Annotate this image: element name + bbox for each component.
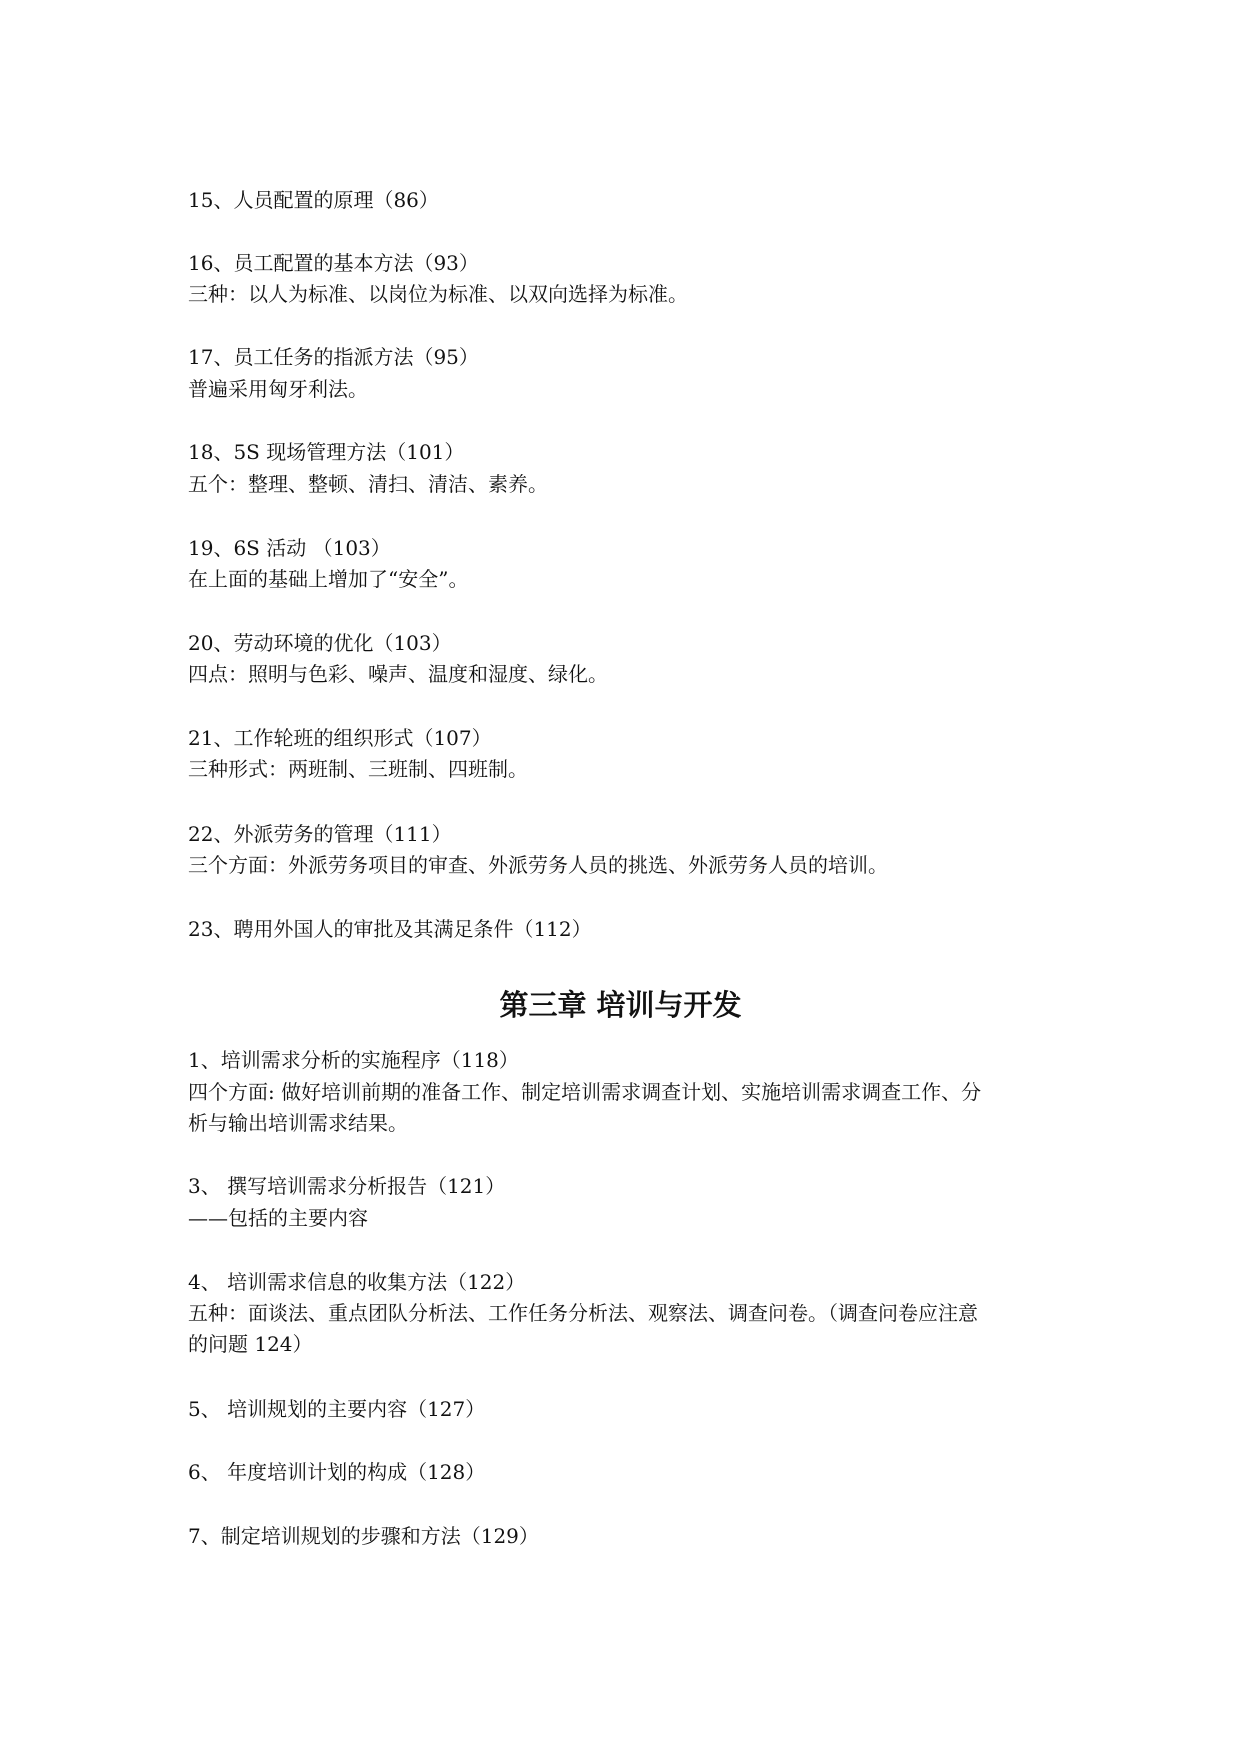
chapter-section-4-body-line-1: 五种：面谈法、重点团队分析法、工作任务分析法、观察法、调查问卷。（调查问卷应注意 [188,1301,978,1325]
section-15-heading: 15、人员配置的原理（86） [188,188,439,212]
section-21-heading: 21、工作轮班的组织形式（107） [188,726,492,750]
section-19-heading: 19、6S 活动 （103） [188,536,391,560]
chapter-section-1-body-line-1: 四个方面: 做好培训前期的准备工作、制定培训需求调查计划、实施培训需求调查工作、分 [188,1080,982,1104]
section-20-body: 四点：照明与色彩、噪声、温度和湿度、绿化。 [188,662,608,686]
section-20-heading: 20、劳动环境的优化（103） [188,631,452,655]
chapter-section-4-body-line-2: 的问题 124） [188,1332,313,1356]
section-18-body: 五个：整理、整顿、清扫、清洁、素养。 [188,472,548,496]
section-22-heading: 22、外派劳务的管理（111） [188,822,452,846]
chapter-section-7-heading: 7、制定培训规划的步骤和方法（129） [188,1524,539,1548]
section-17-body: 普遍采用匈牙利法。 [188,377,368,401]
chapter-section-1-heading: 1、培训需求分析的实施程序（118） [188,1048,519,1072]
chapter-section-4-heading: 4、 培训需求信息的收集方法（122） [188,1270,526,1294]
section-19-body: 在上面的基础上增加了“安全”。 [188,567,469,591]
section-18-heading: 18、5S 现场管理方法（101） [188,440,465,464]
chapter-section-3-heading: 3、 撰写培训需求分析报告（121） [188,1174,506,1198]
section-21-body: 三种形式：两班制、三班制、四班制。 [188,757,528,781]
section-17-heading: 17、员工任务的指派方法（95） [188,345,479,369]
section-23-heading: 23、聘用外国人的审批及其满足条件（112） [188,917,592,941]
section-22-body: 三个方面：外派劳务项目的审查、外派劳务人员的挑选、外派劳务人员的培训。 [188,853,888,877]
chapter-section-1-body-line-2: 析与输出培训需求结果。 [188,1111,408,1135]
chapter-section-5-heading: 5、 培训规划的主要内容（127） [188,1397,486,1421]
chapter-title: 第三章 培训与开发 [499,988,742,1022]
chapter-section-3-body: ——包括的主要内容 [188,1206,368,1230]
section-16-body: 三种：以人为标准、以岗位为标准、以双向选择为标准。 [188,282,688,306]
section-16-heading: 16、员工配置的基本方法（93） [188,251,479,275]
chapter-section-6-heading: 6、 年度培训计划的构成（128） [188,1460,486,1484]
